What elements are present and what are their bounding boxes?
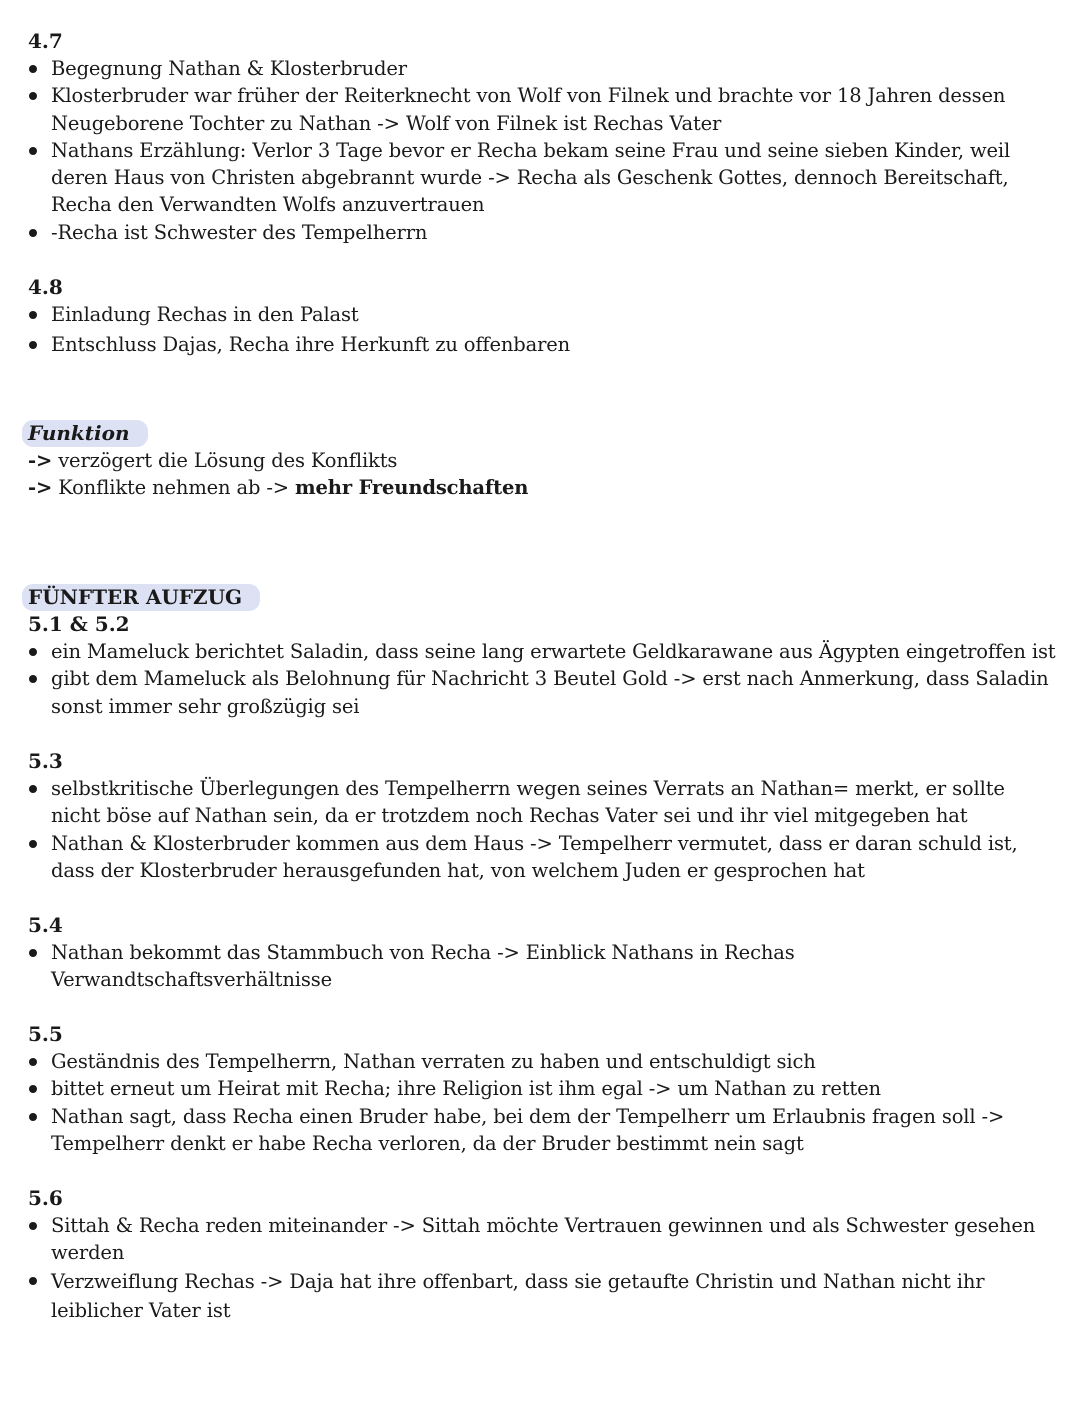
bullet-list — [28, 775, 1058, 884]
bullet-icon — [29, 341, 37, 349]
list-item — [28, 55, 1058, 82]
section-heading: 5.6 — [28, 1186, 63, 1210]
act-title: FÜNFTER AUFZUG — [22, 584, 260, 611]
bullet-icon — [29, 229, 37, 237]
section-heading: 5.4 — [28, 913, 63, 937]
bullet-list — [28, 301, 1058, 359]
bullet-list — [28, 939, 1058, 994]
bullet-icon — [29, 311, 37, 319]
arrow-icon: -> — [28, 476, 53, 500]
funktion-emphasis: mehr Freundschaften — [295, 476, 529, 500]
section-heading: 5.1 & 5.2 — [28, 612, 130, 636]
list-item — [28, 1048, 1058, 1075]
funktion-text: verzögert die Lösung des Konflikts — [52, 449, 398, 472]
list-item-text: Einladung Rechas in den Palast — [51, 303, 359, 326]
section-4-8 — [28, 274, 1058, 359]
bullet-icon — [29, 785, 37, 793]
bullet-icon — [29, 840, 37, 848]
bullet-icon — [29, 1058, 37, 1066]
list-item — [28, 1212, 1058, 1267]
list-item — [28, 301, 1058, 328]
list-item-text: Nathan sagt, dass Recha einen Bruder habe, bei dem der Tempelherr um Erlaubnis fragen soll -> Tempelherr denkt er habe Recha verloren, da der Bruder bestimmt nein sagt — [51, 1104, 1005, 1155]
bullet-icon — [29, 1222, 37, 1230]
list-item-text: Begegnung Nathan & Klosterbruder — [51, 57, 407, 80]
bullet-icon — [29, 949, 37, 957]
list-item-text: Geständnis des Tempelherrn, Nathan verraten zu haben und entschuldigt sich — [51, 1050, 816, 1073]
list-item — [28, 1103, 1026, 1158]
bullet-icon — [29, 1085, 37, 1093]
list-item — [28, 830, 1058, 885]
list-item — [28, 82, 1026, 137]
funktion-section — [28, 420, 1058, 502]
list-item-text: bittet erneut um Heirat mit Recha; ihre Religion ist ihm egal -> um Nathan zu retten — [51, 1077, 881, 1101]
section-4-7 — [28, 28, 1058, 246]
list-item-text: Nathans Erzählung: Verlor 3 Tage bevor er Recha bekam seine Frau und seine sieben Kinder, weil deren Haus von Christen abgebrannt wurde -> Recha als Geschenk Gottes, dennoch Bereitschaft, Recha den Verwandten Wolfs anzuvertrauen — [51, 138, 1011, 217]
list-item-text: Nathan bekommt das Stammbuch von Recha -> Einblick Nathans in Rechas Verwandtschaftsverhältnisse — [51, 941, 795, 992]
list-item — [28, 665, 1058, 720]
list-item — [28, 1267, 1011, 1326]
section-heading: 5.3 — [28, 749, 63, 773]
list-item — [28, 219, 1058, 246]
bullet-icon — [29, 65, 37, 73]
list-item-text: Klosterbruder war früher der Reiterknecht von Wolf von Filnek und brachte vor 18 Jahren dessen Neugeborene Tochter zu Nathan -> Wolf von Filnek ist Rechas Vater — [51, 84, 1006, 135]
list-item-text: ein Mameluck berichtet Saladin, dass seine lang erwartete Geldkarawane aus Ägypten eingetroffen ist — [51, 640, 1056, 663]
list-item-text: Nathan & Klosterbruder kommen aus dem Haus -> Tempelherr vermutet, dass er daran schuld ist, dass der Klosterbruder herausgefunden hat, von welchem Juden er gesprochen hat — [51, 831, 1018, 882]
bullet-list — [28, 55, 1058, 246]
bullet-list — [28, 1048, 1058, 1157]
bullet-icon — [29, 1113, 37, 1121]
arrow-icon: -> — [28, 449, 53, 472]
bullet-icon — [29, 147, 37, 155]
funktion-line-1 — [28, 447, 1058, 474]
list-item — [28, 1075, 1058, 1102]
bullet-icon — [29, 1277, 37, 1285]
funktion-heading: Funktion — [22, 420, 148, 447]
funktion-text: Konflikte nehmen ab -> — [52, 476, 296, 500]
bullet-list — [28, 638, 1058, 720]
section-heading: 4.7 — [28, 29, 63, 53]
section-5-6 — [28, 1185, 1058, 1326]
bullet-icon — [29, 92, 37, 100]
list-item-text: Verzweiflung Rechas -> Daja hat ihre offenbart, dass sie getaufte Christin und Nathan nicht ihr leiblicher Vater ist — [51, 1269, 985, 1323]
list-item-text: selbstkritische Überlegungen des Tempelherrn wegen seines Verrats an Nathan= merkt, er sollte nicht böse auf Nathan sein, da er trotzdem noch Rechas Vater sei und ihr viel mitgegeben hat — [51, 777, 1005, 828]
section-5-3 — [28, 748, 1058, 884]
funktion-line-2 — [28, 474, 1058, 501]
list-item — [28, 137, 1036, 219]
bullet-icon — [29, 675, 37, 683]
bullet-list — [28, 1212, 1058, 1326]
act-five-section — [28, 584, 1058, 720]
section-5-4 — [28, 912, 1058, 994]
list-item-text: gibt dem Mameluck als Belohnung für Nachricht 3 Beutel Gold -> erst nach Anmerkung, dass Saladin sonst immer sehr großzügig sei — [51, 667, 1049, 718]
list-item — [28, 638, 1058, 665]
list-item-text: Entschluss Dajas, Recha ihre Herkunft zu offenbaren — [51, 333, 571, 357]
list-item — [28, 775, 1058, 830]
list-item-text: Sittah & Recha reden miteinander -> Sittah möchte Vertrauen gewinnen und als Schwester gesehen werden — [51, 1214, 1036, 1265]
list-item-text: -Recha ist Schwester des Tempelherrn — [51, 220, 428, 244]
section-heading: 4.8 — [28, 275, 63, 299]
section-heading: 5.5 — [28, 1022, 63, 1046]
list-item — [28, 331, 1058, 358]
list-item — [28, 939, 821, 994]
section-5-5 — [28, 1021, 1058, 1157]
bullet-icon — [29, 648, 37, 656]
